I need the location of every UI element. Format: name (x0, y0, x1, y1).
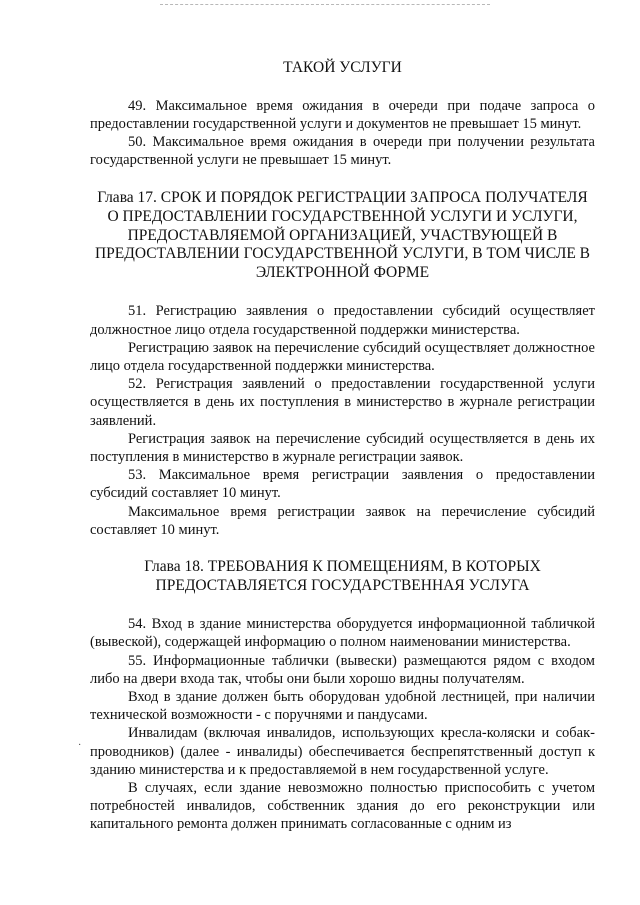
section-heading: ТАКОЙ УСЛУГИ (283, 59, 402, 76)
chapter-18-title: Глава 18. ТРЕБОВАНИЯ К ПОМЕЩЕНИЯМ, В КОТОРЫХ ПРЕДОСТАВЛЯЕТСЯ ГОСУДАРСТВЕННАЯ УСЛУГА (144, 558, 541, 594)
paragraph-55: 55. Информационные таблички (вывески) размещаются рядом с входом либо на двери входа так, чтобы они были хорошо видны получателям. (90, 652, 595, 687)
paragraph-55-adaptation: В случаях, если здание невозможно полностью приспособить с учетом потребностей инвалидов, собственник здания до его реконструкции или капитального ремонта должен принимать согласованные с одним из (90, 780, 595, 833)
paragraph-54: 54. Вход в здание министерства оборудуется информационной табличкой (вывеской), содержащей информацию о полном наименовании министерства. (90, 616, 595, 651)
document-page (90, 59, 595, 834)
paragraph-55-entrance: Вход в здание должен быть оборудован удобной лестницей, при наличии технической возможности - с поручнями и пандусами. (90, 689, 595, 724)
paragraph-52-cont: Регистрация заявок на перечисление субсидий осуществляется в день их поступления в министерство в журнале регистрации заявок. (90, 430, 595, 465)
paragraph-49: 49. Максимальное время ожидания в очереди при подаче запроса о предоставлении государственной услуги и документов не превышает 15 минут. (90, 97, 595, 132)
chapter-17-title: Глава 17. СРОК И ПОРЯДОК РЕГИСТРАЦИИ ЗАПРОСА ПОЛУЧАТЕЛЯ О ПРЕДОСТАВЛЕНИИ ГОСУДАРСТВЕННОЙ УСЛУГИ И УСЛУГИ, ПРЕДОСТАВЛЯЕМОЙ ОРГАНИЗАЦИЕЙ, УЧАСТВУЮЩЕЙ В ПРЕДОСТАВЛЕНИИ ГОСУДАРСТВЕННОЙ УСЛУГИ, В ТОМ ЧИСЛЕ В ЭЛЕКТРОННОЙ ФОРМЕ (94, 189, 591, 281)
paragraph-53-cont: Максимальное время регистрации заявок на перечисление субсидий составляет 10 минут. (90, 503, 595, 538)
top-scan-edge (160, 4, 490, 5)
paragraph-51-cont: Регистрацию заявок на перечисление субсидий осуществляет должностное лицо отдела государственной поддержки министерства. (90, 339, 595, 374)
paragraph-55-disabled-access: Инвалидам (включая инвалидов, использующих кресла-коляски и собак-проводников) (далее - инвалиды) обеспечивается беспрепятственный доступ к зданию министерства и к предоставляемой в нем государственной услуге. (90, 725, 595, 778)
paragraph-53: 53. Максимальное время регистрации заявления о предоставлении субсидий составляет 10 минут. (90, 467, 595, 502)
margin-dot-mark: · (78, 740, 82, 751)
paragraph-51: 51. Регистрацию заявления о предоставлении субсидий осуществляет должностное лицо отдела государственной поддержки министерства. (90, 303, 595, 338)
paragraph-52: 52. Регистрация заявлений о предоставлении государственной услуги осуществляется в день их поступления в министерство в журнале регистрации заявлений. (90, 376, 595, 429)
paragraph-50: 50. Максимальное время ожидания в очереди при получении результата государственной услуги не превышает 15 минут. (90, 134, 595, 169)
